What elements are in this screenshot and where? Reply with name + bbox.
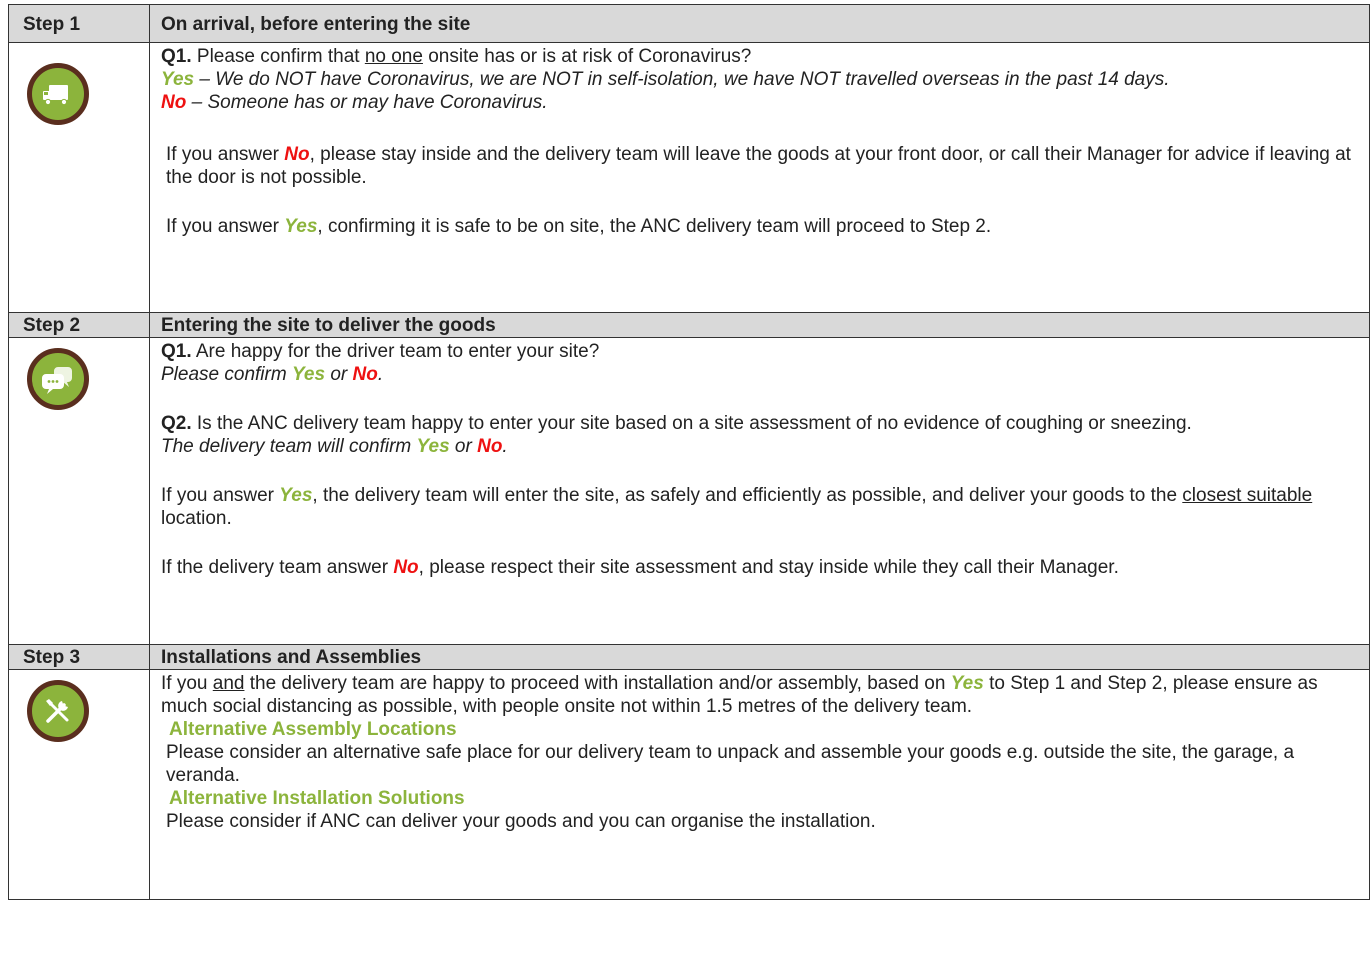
installation-solutions-heading: Alternative Installation Solutions [169,788,465,809]
step1-yes-option: Yes – We do NOT have Coronavirus, we are NOT in self-isolation, we have NOT travelled overseas in the past 14 days. [161,69,1170,90]
step2-q2: Q2. Is the ANC delivery team happy to enter your site based on a site assessment of no evidence of coughing or sneezing. [161,413,1192,434]
tools-icon [27,680,89,742]
step1-yes-instruction: If you answer Yes, confirming it is safe to be on site, the ANC delivery team will proceed to Step 2. [166,216,992,237]
step1-no-option: No – Someone has or may have Coronavirus. [161,92,548,113]
assembly-locations-text: Please consider an alternative safe place for our delivery team to unpack and assemble your goods e.g. outside the site, the garage, a veranda. [166,742,1295,786]
step2-yes-instruction: If you answer Yes, the delivery team will enter the site, as safely and efficiently as possible, and deliver your goods to the closest suitable location. [161,485,1313,529]
step1-no-instruction: If you answer No, please stay inside and the delivery team will leave the goods at your front door, or call their Manager for advice if leaving at the door is not possible. [166,144,1351,188]
step2-label: Step 2 [9,313,150,338]
step2-confirm1: Please confirm Yes or No. [161,364,384,385]
step1-title: On arrival, before entering the site [150,5,1370,43]
truck-icon [27,63,89,125]
delivery-steps-table [8,4,1370,900]
assembly-locations-heading: Alternative Assembly Locations [169,719,457,740]
step3-header-row [9,645,1370,670]
step1-q1: Q1. Please confirm that no one onsite has or is at risk of Coronavirus? [161,46,752,67]
step1-label: Step 1 [9,5,150,43]
step1-body-row [9,43,1370,313]
chat-bubbles-icon [27,348,89,410]
step3-content [150,670,1370,900]
step2-header-row [9,313,1370,338]
step2-confirm2: The delivery team will confirm Yes or No. [161,436,508,457]
step3-label: Step 3 [9,645,150,670]
step1-content [150,43,1370,313]
step1-header-row [9,5,1370,43]
step3-title: Installations and Assemblies [150,645,1370,670]
step2-body-row [9,338,1370,645]
step2-q1: Q1. Are happy for the driver team to enter your site? [161,341,600,362]
installation-solutions-text: Please consider if ANC can deliver your goods and you can organise the installation. [166,811,876,832]
step2-title: Entering the site to deliver the goods [150,313,1370,338]
step2-content [150,338,1370,645]
step3-body-row [9,670,1370,900]
step2-no-instruction: If the delivery team answer No, please respect their site assessment and stay inside while they call their Manager. [161,557,1119,578]
step3-intro: If you and the delivery team are happy to proceed with installation and/or assembly, based on Yes to Step 1 and Step 2, please ensure as much social distancing as possible, with people onsite not within 1.5 metres of the delivery team. [161,673,1318,717]
